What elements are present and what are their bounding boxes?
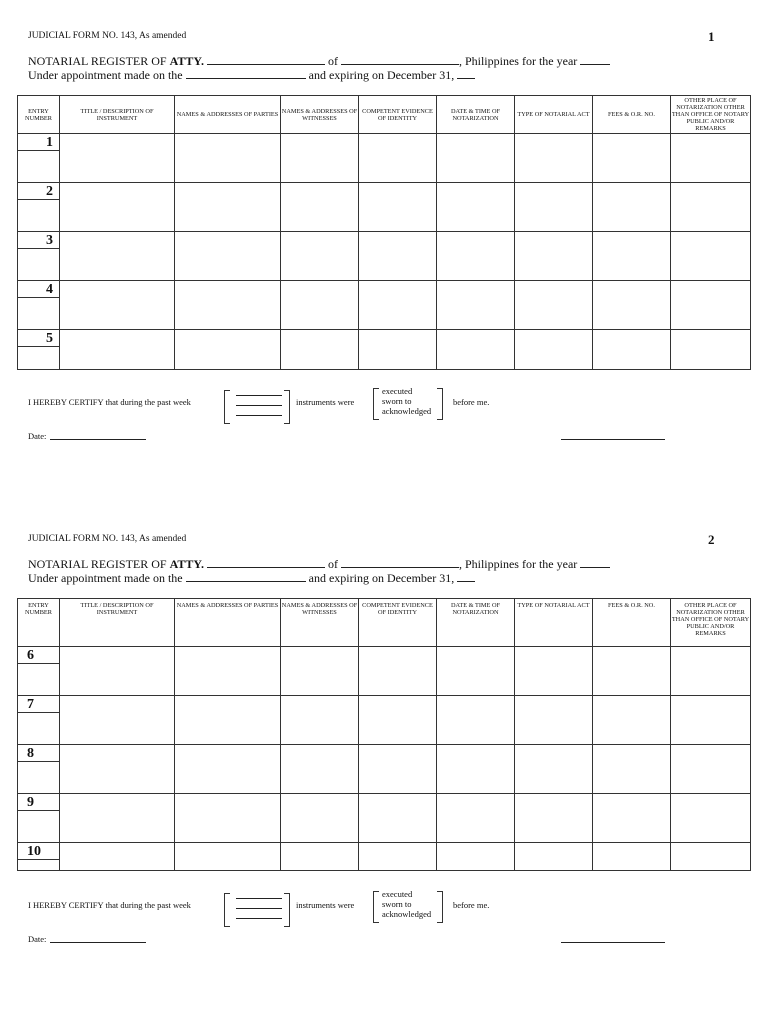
form-number: JUDICIAL FORM NO. 143, As amended — [28, 31, 187, 41]
cell[interactable] — [593, 794, 671, 843]
option-sworn-to[interactable]: sworn to — [382, 899, 412, 909]
cell[interactable] — [515, 134, 593, 183]
form-number: JUDICIAL FORM NO. 143, As amended — [28, 534, 187, 544]
col-title: TITLE / DESCRIPTION OF INSTRUMENT — [60, 599, 175, 647]
appointment-label: Under appointment made on the — [28, 68, 183, 82]
table-row — [18, 745, 751, 794]
cell[interactable] — [671, 794, 751, 843]
appointment-date-field[interactable] — [186, 68, 306, 79]
appointment-label: Under appointment made on the — [28, 571, 183, 585]
register-table — [17, 95, 751, 370]
cell[interactable] — [671, 281, 751, 330]
before-me-label: before me. — [453, 397, 490, 407]
cell[interactable] — [281, 745, 359, 794]
cell[interactable] — [671, 232, 751, 281]
year-field[interactable] — [580, 557, 610, 568]
page-number: 1 — [708, 29, 715, 44]
table-row — [18, 134, 751, 183]
entry-number: 8 — [18, 745, 59, 762]
date-label: Date: — [28, 431, 47, 441]
instruments-label: instruments were — [296, 397, 355, 407]
cell[interactable] — [281, 232, 359, 281]
register-table — [17, 598, 751, 871]
table-row — [18, 843, 751, 871]
cell[interactable] — [175, 183, 281, 232]
option-acknowledged[interactable]: acknowledged — [382, 909, 432, 919]
cell[interactable] — [359, 745, 437, 794]
cell[interactable] — [437, 696, 515, 745]
col-title: TITLE / DESCRIPTION OF INSTRUMENT — [60, 96, 175, 134]
option-acknowledged[interactable]: acknowledged — [382, 406, 432, 416]
table-row — [18, 232, 751, 281]
right-bracket — [284, 390, 290, 424]
cell[interactable] — [359, 281, 437, 330]
cell[interactable] — [593, 843, 671, 871]
cell[interactable] — [60, 647, 175, 696]
right-bracket — [284, 893, 290, 927]
cell[interactable] — [671, 134, 751, 183]
table-row — [18, 696, 751, 745]
attorney-name-field[interactable] — [207, 54, 325, 65]
count-line[interactable] — [236, 908, 282, 909]
cell[interactable] — [593, 134, 671, 183]
register-line — [28, 54, 610, 69]
col-evidence: COMPETENT EVIDENCE OF IDENTITY — [359, 96, 437, 134]
certify-text: I HEREBY CERTIFY that during the past week — [28, 397, 191, 407]
cell[interactable] — [359, 696, 437, 745]
col-fees: FEES & O.R. NO. — [593, 96, 671, 134]
cell[interactable] — [60, 794, 175, 843]
cell[interactable] — [593, 183, 671, 232]
cell[interactable] — [515, 183, 593, 232]
cell[interactable] — [515, 696, 593, 745]
col-parties: NAMES & ADDRESSES OF PARTIES — [175, 599, 281, 647]
header-row — [18, 96, 751, 134]
cell[interactable] — [281, 647, 359, 696]
cell[interactable] — [60, 232, 175, 281]
entry-number: 4 — [18, 281, 59, 298]
entry-number: 6 — [18, 647, 59, 664]
option-sworn-to[interactable]: sworn to — [382, 396, 412, 406]
cell[interactable] — [359, 183, 437, 232]
cell[interactable] — [175, 745, 281, 794]
cell[interactable] — [437, 647, 515, 696]
col-type: TYPE OF NOTARIAL ACT — [515, 96, 593, 134]
cell[interactable] — [359, 330, 437, 370]
table-row — [18, 281, 751, 330]
cell[interactable] — [515, 232, 593, 281]
entry-number: 1 — [18, 134, 59, 151]
cell[interactable] — [437, 281, 515, 330]
left-bracket — [373, 891, 379, 923]
cell[interactable] — [437, 134, 515, 183]
appointment-line — [28, 571, 475, 586]
cell[interactable] — [175, 843, 281, 871]
cell[interactable] — [281, 330, 359, 370]
cell[interactable] — [175, 696, 281, 745]
cell[interactable] — [281, 281, 359, 330]
cell[interactable] — [593, 281, 671, 330]
header-row — [18, 599, 751, 647]
cell[interactable] — [515, 281, 593, 330]
entry-number: 10 — [18, 843, 59, 860]
signature-line[interactable] — [561, 942, 665, 943]
appointment-line — [28, 68, 475, 83]
right-bracket — [437, 388, 443, 420]
cell[interactable] — [60, 330, 175, 370]
cell[interactable] — [437, 183, 515, 232]
col-entry-number: ENTRY NUMBER — [18, 599, 60, 647]
count-line[interactable] — [236, 898, 282, 899]
cell[interactable] — [281, 696, 359, 745]
cell[interactable] — [593, 696, 671, 745]
cell[interactable] — [60, 745, 175, 794]
col-witnesses: NAMES & ADDRESSES OF WITNESSES — [281, 96, 359, 134]
attorney-name-field[interactable] — [207, 557, 325, 568]
expiring-label: and expiring on December 31, — [308, 68, 455, 82]
instruments-label: instruments were — [296, 900, 355, 910]
cell[interactable] — [175, 232, 281, 281]
entry-number: 3 — [18, 232, 59, 249]
left-bracket — [224, 893, 230, 927]
cell[interactable] — [359, 794, 437, 843]
cell[interactable] — [359, 647, 437, 696]
cell[interactable] — [593, 330, 671, 370]
cell[interactable] — [281, 843, 359, 871]
col-entry-number: ENTRY NUMBER — [18, 96, 60, 134]
cell[interactable] — [593, 745, 671, 794]
table-row — [18, 794, 751, 843]
count-line[interactable] — [236, 395, 282, 396]
option-executed[interactable]: executed — [382, 889, 413, 899]
cell[interactable] — [515, 794, 593, 843]
cell[interactable] — [437, 232, 515, 281]
location-field[interactable] — [341, 54, 459, 65]
col-fees: FEES & O.R. NO. — [593, 599, 671, 647]
signature-line[interactable] — [561, 439, 665, 440]
year-field[interactable] — [580, 54, 610, 65]
left-bracket — [373, 388, 379, 420]
cell[interactable] — [515, 745, 593, 794]
cell[interactable] — [671, 183, 751, 232]
table-row — [18, 183, 751, 232]
of-label: of — [327, 557, 338, 571]
appointment-date-field[interactable] — [186, 571, 306, 582]
cell[interactable] — [359, 134, 437, 183]
act-options — [382, 889, 431, 919]
cell[interactable] — [60, 183, 175, 232]
cell[interactable] — [359, 232, 437, 281]
cell[interactable] — [60, 843, 175, 871]
page-number: 2 — [708, 532, 715, 547]
option-executed[interactable]: executed — [382, 386, 413, 396]
atty-label: ATTY. — [169, 557, 204, 571]
philippines-label: , Philippines for the year — [458, 54, 578, 68]
philippines-label: , Philippines for the year — [458, 557, 578, 571]
cell[interactable] — [60, 134, 175, 183]
cell[interactable] — [60, 696, 175, 745]
count-line[interactable] — [236, 405, 282, 406]
cell[interactable] — [437, 330, 515, 370]
expiring-year-field[interactable] — [457, 68, 475, 79]
date-field[interactable] — [50, 942, 146, 943]
cell[interactable] — [671, 745, 751, 794]
col-parties: NAMES & ADDRESSES OF PARTIES — [175, 96, 281, 134]
cell[interactable] — [515, 647, 593, 696]
cell[interactable] — [175, 330, 281, 370]
cell[interactable] — [515, 330, 593, 370]
col-type: TYPE OF NOTARIAL ACT — [515, 599, 593, 647]
col-remarks: OTHER PLACE OF NOTARIZATION OTHER THAN OFFICE OF NOTARY PUBLIC AND/OR REMARKS — [671, 599, 751, 647]
cell[interactable] — [175, 281, 281, 330]
date-label: Date: — [28, 934, 47, 944]
date-field[interactable] — [50, 439, 146, 440]
cell[interactable] — [671, 647, 751, 696]
entry-number: 2 — [18, 183, 59, 200]
expiring-label: and expiring on December 31, — [308, 571, 455, 585]
count-line[interactable] — [236, 415, 282, 416]
register-prefix: NOTARIAL REGISTER OF — [28, 54, 170, 68]
cell[interactable] — [671, 330, 751, 370]
of-label: of — [327, 54, 338, 68]
cell[interactable] — [437, 794, 515, 843]
cell[interactable] — [671, 696, 751, 745]
cell[interactable] — [281, 794, 359, 843]
col-date-time: DATE & TIME OF NOTARIZATION — [437, 96, 515, 134]
expiring-year-field[interactable] — [457, 571, 475, 582]
cell[interactable] — [437, 745, 515, 794]
count-line[interactable] — [236, 918, 282, 919]
cell[interactable] — [593, 647, 671, 696]
register-line — [28, 557, 610, 572]
register-prefix: NOTARIAL REGISTER OF — [28, 557, 170, 571]
entry-number: 5 — [18, 330, 59, 347]
act-options — [382, 386, 431, 416]
cell[interactable] — [359, 843, 437, 871]
cell[interactable] — [515, 843, 593, 871]
table-row — [18, 647, 751, 696]
col-witnesses: NAMES & ADDRESSES OF WITNESSES — [281, 599, 359, 647]
left-bracket — [224, 390, 230, 424]
col-remarks: OTHER PLACE OF NOTARIZATION OTHER THAN OFFICE OF NOTARY PUBLIC AND/OR REMARKS — [671, 97, 750, 132]
atty-label: ATTY. — [169, 54, 204, 68]
col-date-time: DATE & TIME OF NOTARIZATION — [437, 599, 515, 647]
cell[interactable] — [175, 134, 281, 183]
cell[interactable] — [175, 794, 281, 843]
right-bracket — [437, 891, 443, 923]
location-field[interactable] — [341, 557, 459, 568]
cell[interactable] — [281, 183, 359, 232]
cell[interactable] — [671, 843, 751, 871]
before-me-label: before me. — [453, 900, 490, 910]
entry-number: 9 — [18, 794, 59, 811]
cell[interactable] — [175, 647, 281, 696]
cell[interactable] — [593, 232, 671, 281]
cell[interactable] — [437, 843, 515, 871]
table-row — [18, 330, 751, 370]
certify-text: I HEREBY CERTIFY that during the past week — [28, 900, 191, 910]
col-evidence: COMPETENT EVIDENCE OF IDENTITY — [359, 599, 437, 647]
cell[interactable] — [60, 281, 175, 330]
cell[interactable] — [281, 134, 359, 183]
entry-number: 7 — [18, 696, 59, 713]
